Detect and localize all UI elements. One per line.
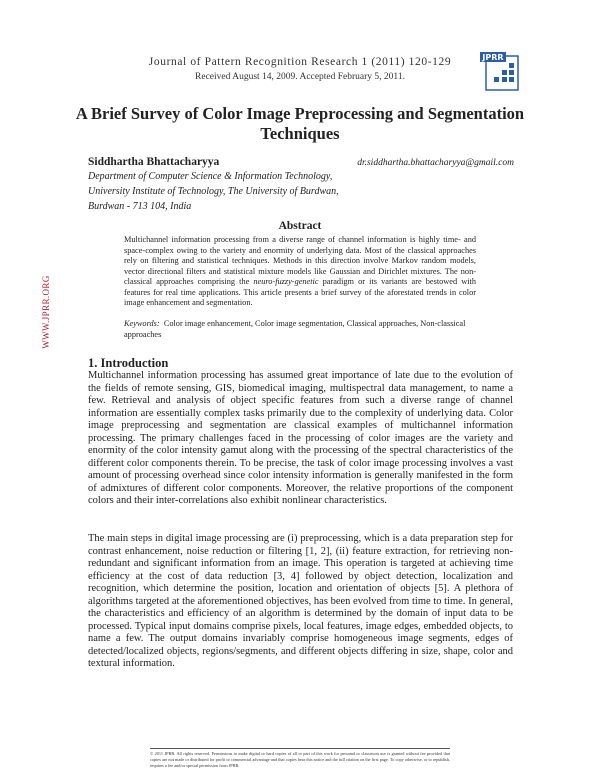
abstract-heading: Abstract: [278, 220, 322, 232]
journal-header: Journal of Pattern Recognition Research 1 (2011) 120-129: [148, 56, 452, 68]
abstract-part-2: paradigm or its variants are bestowed with features for real time applications. This article presents a brief survey of the aforestated trends in color image enhancement and segmentation.: [124, 277, 476, 307]
keywords-list: Color image enhancement, Color image segmentation, Classical approaches, Non-classical approaches: [124, 319, 466, 339]
affiliation-line: Department of Computer Science & Information Technology,: [88, 171, 333, 182]
logo-text: JPRR: [482, 53, 504, 63]
jprr-logo: [480, 52, 522, 94]
keywords: [124, 319, 476, 340]
copyright-footer: © 2011 JPRR. All rights reserved. Permissions to make digital or hard copies of all or part of this work for personal or classroom use is granted without fee provided that copies are not made or distributed for profit or commercial advantage and that copies bear this notice and the full citation on the first page. To copy otherwise, or to republish, requires a fee and/or special permission from JPRR.: [150, 748, 450, 768]
section-heading: 1. Introduction: [88, 356, 169, 370]
affiliation-line: University Institute of Technology, The University of Burdwan,: [88, 186, 339, 197]
side-url-text: WWW.JPRR.ORG: [41, 275, 51, 349]
keywords-label: Keywords:: [124, 319, 160, 328]
paper-title: A Brief Survey of Color Image Preprocessing and Segmentation Techniques: [75, 104, 525, 143]
abstract-text: [124, 235, 476, 309]
body-paragraph: The main steps in digital image processing are (i) preprocessing, which is a data preparation step for contrast enhancement, noise reduction or filtering [1, 2], (ii) feature extraction, for retrieving non-redundant and significant information from an image. This operation is targeted at achieving time efficiency at the cost of data reduction [3, 4] followed by object detection, localization and recognition, which determine the position, location and orientation of objects [5]. A plethora of algorithms targeted at the aforementioned objectives, has been evolved from time to time. In general, the characteristics and efficiency of an algorithm is determined by the domain of input data to be processed. Typical input domains comprise pixels, local features, image edges, embedded objects, to name a few. The output domains invariably comprise homogeneous image segments, edges of detected/localized objects, regions/segments, and different objects differing in size, shape, color and textural information.: [88, 533, 513, 669]
abstract-emphasis: neuro-fuzzy-genetic: [253, 277, 319, 286]
author-email: dr.siddhartha.bhattacharyya@gmail.com: [357, 158, 514, 168]
affiliation-line: Burdwan - 713 104, India: [88, 201, 192, 212]
author-name: Siddhartha Bhattacharyya: [88, 156, 220, 168]
body-paragraph: Multichannel information processing has assumed great importance of late due to the evolution of the fields of remote sensing, GIS, biomedical imaging, multispectral data management, to name a few. Retrieval and analysis of object specific features from such a diverse range of channel information are essentially complex tasks primarily due to the complexity of underlying data. Color image preprocessing and segmentation are classical examples of multichannel information processing. The primary challenges faced in the processing of color images are the variety and enormity of the color intensity gamut along with the processing of the spectral characteristics of the different color components therein. To be precise, the task of color image processing involves a vast amount of processing overhead since color intensity information is generally manifested in the form of admixtures of different color components. Moreover, the relative proportions of the component colors and their inter-correlations also exhibit nonlinear characteristics.: [88, 370, 513, 506]
received-dates: Received August 14, 2009. Accepted February 5, 2011.: [195, 72, 405, 82]
abstract-part-1: Multichannel information processing from a diverse range of channel information is highly time- and space-complex owing to the variety and enormity of underlying data. Most of the classical approaches rely on filtering and statistical techniques. Methods in this direction involve Markov random models, vector directional filters and statistical mixture models like Gaussian and Dirichlet mixtures. The non-classical approaches comprising the: [124, 235, 476, 286]
author-affiliation: [88, 169, 339, 214]
side-url: [40, 272, 52, 352]
